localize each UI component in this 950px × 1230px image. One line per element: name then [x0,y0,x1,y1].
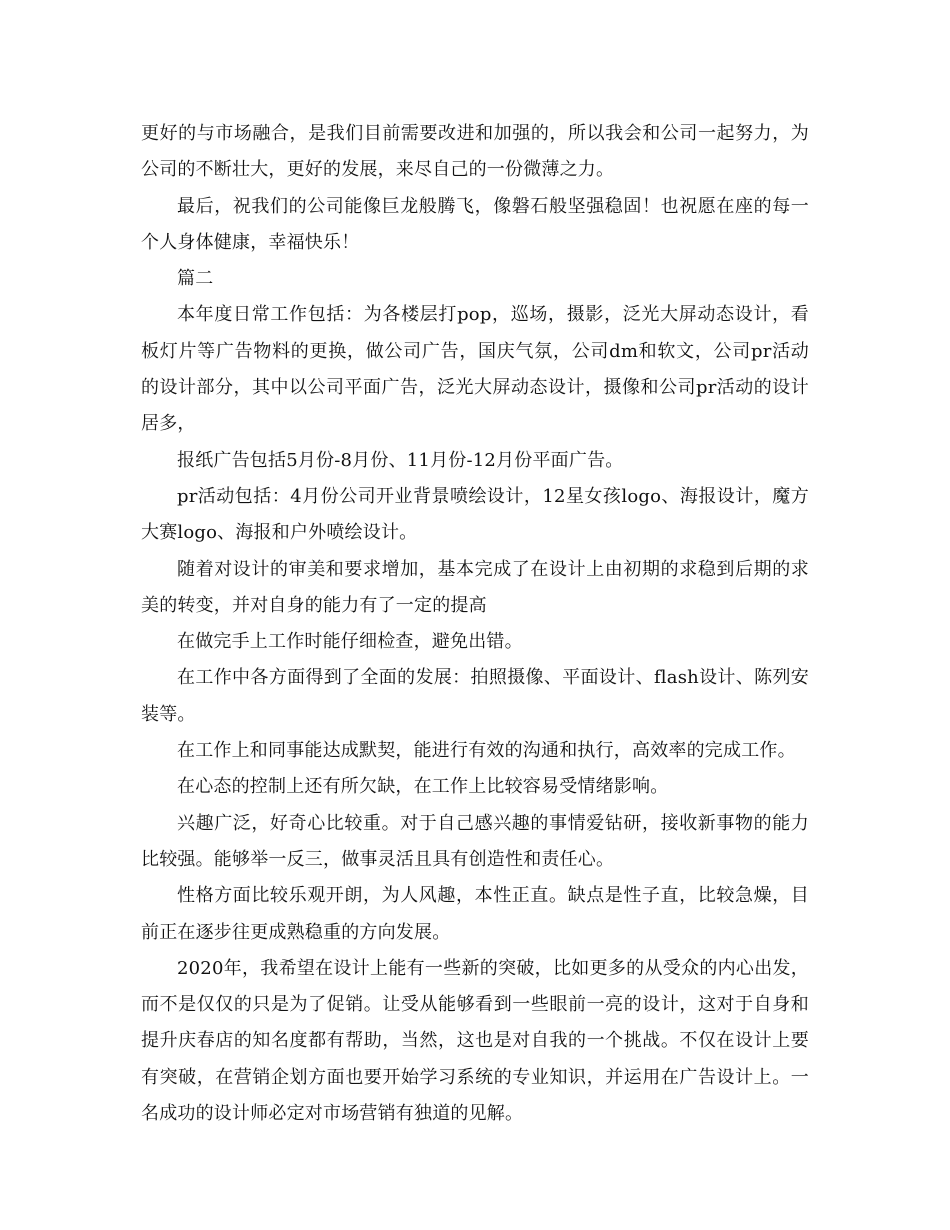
paragraph-pr-activities: pr活动包括：4月份公司开业背景喷绘设计，12星女孩logo、海报设计，魔方大赛logo、海报和户外喷绘设计。 [141,485,809,544]
paragraph-daily-work: 本年度日常工作包括：为各楼层打pop，巡场，摄影，泛光大屏动态设计，看板灯片等广告物料的更换，做公司广告，国庆气氛，公司dm和软文，公司pr活动的设计部分，其中以公司平面广告，泛光大屏动态设计，摄像和公司pr活动的设计居多， [141,304,809,435]
paragraph-teamwork: 在工作上和同事能达成默契，能进行有效的沟通和执行，高效率的完成工作。 [177,740,796,762]
section-heading: 篇二 [177,268,214,290]
paragraph-closing-wishes: 最后，祝我们的公司能像巨龙般腾飞，像磐石般坚强稳固！也祝愿在座的每一个人身体健康，幸福快乐！ [141,195,809,253]
paragraph-checking: 在做完手上工作时能仔细检查，避免出错。 [177,631,523,653]
paragraph-continuation: 更好的与市场融合，是我们目前需要改进和加强的，所以我会和公司一起努力，为公司的不断壮大，更好的发展，来尽自己的一份微薄之力。 [141,123,809,181]
paragraph-mindset: 在心态的控制上还有所欠缺，在工作上比较容易受情绪影响。 [177,776,669,798]
paragraph-2020-plans: 2020年，我希望在设计上能有一些新的突破，比如更多的从受众的内心出发，而不是仅仅的只是为了促销。让受从能够看到一些眼前一亮的设计，这对于自身和提升庆春店的知名度都有帮助，当然，这也是对自我的一个挑战。不仅在设计上要有突破，在营销企划方面也要开始学习系统的专业知识，并运用在广告设计上。一名成功的设计师必定对市场营销有独道的见解。 [141,957,809,1125]
paragraph-design-progress: 随着对设计的审美和要求增加，基本完成了在设计上由初期的求稳到后期的求美的转变，并对自身的能力有了一定的提高 [141,558,809,616]
paragraph-newspaper-ads: 报纸广告包括5月份-8月份、11月份-12月份平面广告。 [177,449,624,471]
paragraph-interests: 兴趣广泛，好奇心比较重。对于自己感兴趣的事情爱钻研，接收新事物的能力比较强。能够举一反三，做事灵活且具有创造性和责任心。 [141,812,809,870]
paragraph-development: 在工作中各方面得到了全面的发展：拍照摄像、平面设计、flash设计、陈列安装等。 [141,667,809,725]
paragraph-personality: 性格方面比较乐观开朗，为人风趣，本性正直。缺点是性子直，比较急燥，目前正在逐步往更成熟稳重的方向发展。 [141,885,809,943]
document-body [141,116,809,1132]
